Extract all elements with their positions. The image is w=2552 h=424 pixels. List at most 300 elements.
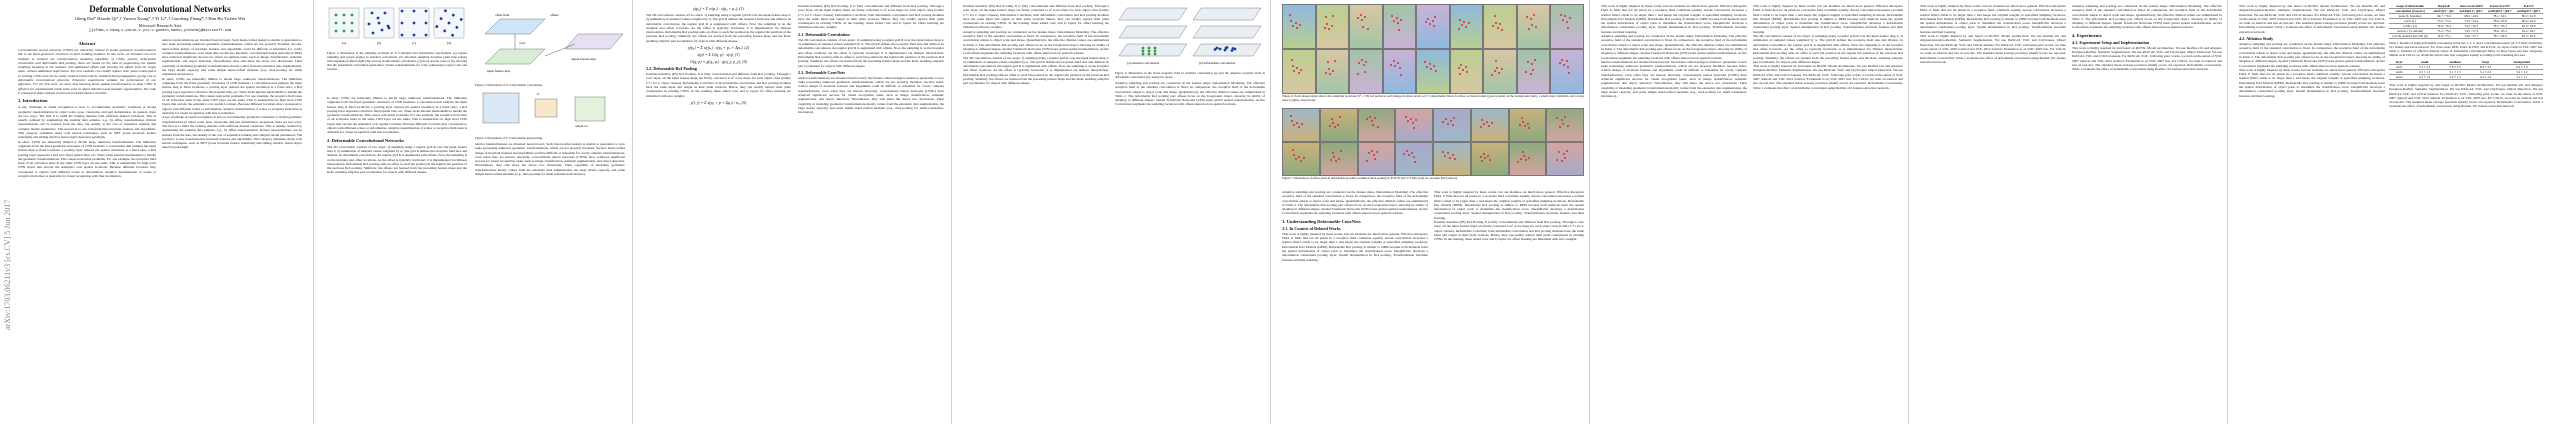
fig5b-point [1231,49,1234,52]
fig2-diagram [475,4,625,78]
sample-point [1444,155,1446,157]
sample-point [1361,59,1363,61]
table-cell: 73.5 / 54.4 [2457,19,2486,24]
photo-tile [1550,4,1584,49]
sample-point [1339,116,1341,118]
sample-point [1462,69,1464,71]
photo-tile [1282,108,1320,142]
table-cell: 75.2 / 75.2 [2431,29,2457,34]
sample-point [1562,123,1564,125]
arxiv-id: arXiv:1703.06211v3 [cs.CV] 5 Jun 2017 [3,199,12,330]
fig1a-dots-point [343,30,346,33]
p5-right-text-2: Position-Sensitive (PS) RoI Pooling. It is fully convolutional and different from RoI pooling. Through a conv layer, all the input feature maps are firstly converted to k² score maps for each object class (totally C+1 for C object classes). Deformable ConvNets: both deformable convolution and RoI pooling modules have the same input and output as their plain versions. Hence, they can readily replace their plain counterparts in existing CNNs. In the training, these added conv and fc layers for offset learning are initialized with zero weights. [1434,220,1584,242]
sample-point [1463,21,1465,23]
sample-point [1556,117,1558,119]
p2-left-text: In short, CNNs are inherently limited to model large, unknown transformations. The limitation originates from the fixed geometric structures of CNN modules: a convolution unit samples the input feature map at fixed locations; a pooling layer reduces the spatial resolution at a fixed ratio; a RoI pooling layer separates a RoI into fixed spatial bins, etc. There lacks internal mechanisms to handle the geometric transformations. This causes noticeable problems. For one example, the receptive field sizes of all activation units in the same CNN layer are the same. This is undesirable for high level CNN layers that encode the semantics over spatial locations. Because different locations may correspond to objects with different scales or deformation, adaptive determination of scales or receptive field sizes is desirable for visual recognition with fine localization. [327,96,467,135]
sample-point [1480,156,1482,158]
fig5-caption: Figure 5: Illustration of the fixed receptive field in standard convolution (a) and the adaptive receptive field in deformable convolution (b), using two layers. [1115,71,1265,79]
sample-point [1325,72,1327,74]
sample-point [1519,124,1521,126]
sample-point [1414,161,1416,163]
sample-point [1559,126,1561,128]
photo-tile [1358,142,1396,176]
fig1-panel-b [364,8,394,38]
p8-right-column [2389,4,2543,109]
table-1-subheader-cell: convolution (# layers) [2389,9,2431,14]
p4-right-text: Adaptive sampling and pooling are conducted on the feature maps. Deformation Modeling. The effective receptive field of the standard convolution is fixed. In comparison, the receptive field of the deformable convolution adapts to object scale and shape. Quantitatively, the effective dilation values are summarized in Table 2. The deformable RoI pooling part offsets focus on the foreground object, showing its ability of adapting to different shapes. Spatial Transform Networks (STN) learn global spatial transformation. Active Convolution augments the sampling locations with offsets shared across spatial locations. [1115,81,1265,107]
sample-point [1452,124,1454,126]
table-2-header-cell: large [2470,60,2500,65]
fig3-diagram [475,87,625,131]
p3-right-text: Position-Sensitive (PS) RoI Pooling. It is fully convolutional and different from RoI pooling. Through a conv layer, all the input feature maps are firstly converted to k² score maps for each object class (totally C+1 for C object classes). Deformable ConvNets: both deformable convolution and RoI pooling modules have the same input and output as their plain versions. Hence, they can readily replace their plain counterparts in existing CNNs. In the training, these added conv and fc layers for offset learning are initialized with zero weights. [798,4,944,30]
sample-point [1520,158,1522,160]
fig1b-dots-point [368,23,371,26]
author-list: Jifeng Dai* Haozhi Qi*,† Yuwen Xiong*,† Yi Li*,† Guodong Zhang*,† Han Hu Yichen Wei [74,16,246,21]
p6-right-text-2: The 2D convolution consists of two steps: 1) sampling using a regular grid R over the input feature map x; 2) summation of sampled values weighted by w. The grid R defines the receptive field size and dilation. In deformable convolution, the regular grid R is augmented with offsets. Now, the sampling is on the irregular and offset locations. As the offset is typically fractional, it is implemented via bilinear interpolation. Deformable RoI pooling adds an offset to each bin position in the regular bin partition of the previous RoI pooling. Similarly, the offsets are learned from the preceding feature maps and the RoIs, enabling adaptive part localization for objects with different shapes. [1753,34,1903,64]
sample-point [1332,70,1334,72]
sample-point [1531,24,1533,26]
sample-point [1534,59,1536,61]
sample-point [1292,65,1294,67]
sample-point [1337,124,1339,126]
sample-point [1324,27,1326,29]
sample-point [1564,15,1566,17]
fig6-photo-grid [1282,4,1584,94]
sample-point [1481,119,1483,121]
photo-tile [1433,142,1471,176]
table-1-subheader-cell: mAP@0.5 / @0.7 [2486,9,2515,14]
photo-tile [1282,4,1316,49]
table-cell: 78.6 / 63.3 [2486,29,2515,34]
table-cell: 8.4 ± 4.5 [2470,65,2500,70]
table-cell: 81.0 / 63.8 [2514,24,2543,29]
fig1d-dots-point [448,22,451,25]
photo-tile [1383,49,1417,94]
sample-point [1426,66,1428,68]
fig1a-dots-point [335,22,338,25]
photo-tile [1471,108,1509,142]
table-cell: none (0, baseline) [2389,14,2431,19]
sample-point [1298,72,1300,74]
photo-tile [1316,49,1350,94]
p4-left-column [963,4,1109,86]
sample-point [1569,17,1571,19]
table-2-header-cell: background [2501,60,2543,65]
p7-left-column [1920,4,2066,64]
sample-point [1494,70,1496,72]
fig6-caption: Figure 6: Each image triplet shows the sampling locations (9³ = 729 red points in each image) in three levels of 3×3 deformable filters for three activation units (green points) on the background (left), a small object (middle), and a large object (right), respectively. [1282,94,1584,102]
sample-point [1562,19,1564,21]
section-2-1-heading: 2.1. Deformable Convolution [798,31,850,37]
sample-point [1331,118,1333,120]
section-3-1-heading: 3.1. In Context of Related Works [1282,225,1341,231]
sample-point [1488,125,1490,127]
sample-point [1366,118,1368,120]
sample-point [1497,27,1499,29]
fig5b-point [1219,48,1222,51]
photo-tile [1517,49,1551,94]
photo-tile [1358,108,1396,142]
sample-point [1328,28,1330,30]
sample-point [1564,116,1566,118]
sample-point [1299,24,1301,26]
sample-point [1442,121,1444,123]
sample-point [1429,23,1431,25]
photo-tile [1282,49,1316,94]
fig5-diagram [1115,4,1265,66]
sample-point [1492,25,1494,27]
fig1-panel-d [434,8,464,38]
sample-point [1465,26,1467,28]
sample-point [1495,22,1497,24]
sample-point [1481,160,1483,162]
sample-point [1391,15,1393,17]
fig1-panel-c [399,8,429,38]
sample-point [1303,157,1305,159]
sample-point [1483,153,1485,155]
table-1 [2389,4,2543,39]
fig5-panel-a [1119,8,1187,56]
p5-left-column [1282,190,1428,262]
fig5b-point [1224,49,1227,52]
sample-point [1458,28,1460,30]
fig5-label-a: (a) standard convolution [1127,61,1160,65]
sample-point [1292,25,1294,27]
table-2-header-cell: medium [2440,60,2470,65]
table-cell: res5 & res4b22,b21,b20 (6) [2389,34,2431,39]
section-4-1-heading: 4.1. Experiment Setup and Implementation [2072,39,2150,45]
sample-point [1376,151,1378,153]
p4-text-3: The 2D convolution consists of two steps: 1) sampling using a regular grid R over the input feature map x; 2) summation of sampled values weighted by w. The grid R defines the receptive field size and dilation. In deformable convolution, the regular grid R is augmented with offsets. Now, the sampling is on the irregular and offset locations. As the offset is typically fractional, it is implemented via bilinear interpolation. Deformable RoI pooling adds an offset to each bin position in the regular bin partition of the previous RoI pooling. Similarly, the offsets are learned from the preceding feature maps and the RoIs, enabling adaptive part localization for objects with different shapes. [963,55,1109,86]
fig1d-dots-point [451,34,454,37]
sample-point [1296,122,1298,124]
table-cell: res5c [2389,65,2409,70]
sample-point [1411,152,1413,154]
table-2-header-cell: small [2409,60,2439,65]
sample-point [1406,150,1408,152]
table-cell: 5.3 ± 3.3 [2409,65,2439,70]
p4-text-2: Adaptive sampling and pooling are conducted on the feature maps. Deformation Modeling. The effective receptive field of the standard convolution is fixed. In comparison, the receptive field of the deformable convolution adapts to object scale and shape. Quantitatively, the effective dilation values are summarized in Table 2. The deformable RoI pooling part offsets focus on the foreground object, showing its ability of adapting to different shapes. Spatial Transform Networks (STN) learn global spatial transformation. Active Convolution augments the sampling locations with offsets shared across spatial locations. [963,29,1109,56]
section-4-2-heading: 4.2. Ablation Study [2239,36,2274,42]
table-cell: 2.2 ± 1.2 [2409,75,2439,80]
intro-right-text: tensive transformations are invented feed-forward. Such hand-crafted design is unable to generalize to new tasks possessing unknown geometric transformations, which are not properly modeled. Second, hand-crafted design of invariant features and algorithms could be difficult or infeasible for overly complex transformations, even when they are known. Recently, convolutional neural networks (CNNs) have achieved significant success for visual recognition tasks, such as image classification, semantic segmentation, and object detection. Nevertheless, they still share the above two drawbacks. Their capability of modeling geometric transformations mostly comes from the extensive data augmentation, the large model capacity, and some simple hand-crafted modules (e.g., max-pooling for small translation-invariance). [162,38,302,77]
sample-point [1358,62,1360,64]
fig1a-dots-point [335,30,338,33]
fig1c-dots-point [425,34,428,37]
sample-point [1372,124,1374,126]
fig5b-point [1214,48,1217,51]
p3-text-1: The 2D convolution consists of two steps: 1) sampling using a regular grid R over the input feature map x; 2) summation of sampled values weighted by w. The grid R defines the receptive field size and dilation. In deformable convolution, the regular grid R is augmented with offsets. Now, the sampling is on the irregular and offset locations. As the offset is typically fractional, it is implemented via bilinear interpolation. Deformable RoI pooling adds an offset to each bin position in the regular bin partition of the previous RoI pooling. Similarly, the offsets are learned from the preceding feature maps and the RoIs, enabling adaptive part localization for objects with different shapes. [646,13,791,43]
p6-right-text: This work is highly inspired by these works, but our modules are much more general. Effective Receptive Field. It finds that not all pixels in a receptive field contribute equally. Atrous convolution increases a normal filter's stride to be larger than 1 and keeps the original weights at sparsified sampling locations. Deformable Part Models (DPM). Deformable RoI pooling is similar to DPM because both methods learn the spatial deformation of object parts to maximize the classification score. DeepID-Net develops a deformation constrained pooling layer. Spatial manipulation in RoI pooling. Transformation invariant features and their learning. [1753,4,1903,34]
sample-point [1374,158,1376,160]
equation-2: y(p₀) = Σ w(pₙ) · x(p₀ + pₙ + Δpₙ). (2) [687,45,750,51]
page-7 [1914,0,2228,424]
sample-point [1447,152,1449,154]
page-2 [319,0,633,424]
fig5a-point [1148,47,1151,50]
fig5a-point [1142,50,1145,53]
table-cell: 3.1 ± 1.5 [2440,70,2470,75]
table-cell: 5.1 ± 2.5 [2470,70,2500,75]
sample-point [1400,74,1402,76]
sample-point [1498,72,1500,74]
sample-point [1329,73,1331,75]
sample-point [1366,160,1368,162]
sample-point [1363,64,1365,66]
fig1-label-a: (a) [342,41,346,45]
sample-point [1295,158,1297,160]
abstract-heading: Abstract [78,41,96,46]
sample-point [1371,120,1373,122]
p1-left-column [18,38,156,178]
sample-point [1564,157,1566,159]
sample-point [1535,26,1537,28]
table-cell: 74.5 / 57.2 [2457,29,2486,34]
page-5 [1276,0,1590,424]
photo-tile [1517,4,1551,49]
sample-point [1459,73,1461,75]
fig1c-dots-point [401,34,404,37]
sample-point [1522,121,1524,123]
sample-point [1496,67,1498,69]
sample-point [1491,122,1493,124]
paper-title: Deformable Convolutional Networks [89,4,231,14]
sample-point [1390,64,1392,66]
sample-point [1413,127,1415,129]
table-cell: 74.8 / 75.1 [2431,34,2457,39]
sample-point [1357,73,1359,75]
sample-point [1289,14,1291,16]
photo-tile [1483,49,1517,94]
sample-point [1403,153,1405,155]
sample-point [1332,122,1334,124]
p7-right-text: Adaptive sampling and pooling are conducted on the feature maps. Deformation Modeling. The effective receptive field of the standard convolution is fixed. In comparison, the receptive field of the deformable convolution adapts to object scale and shape. Quantitatively, the effective dilation values are summarized in Table 2. The deformable RoI pooling part offsets focus on the foreground object, showing its ability of adapting to different shapes. Spatial Transform Networks (STN) learn global spatial transformation. Active Convolution augments the sampling locations with offsets shared across spatial locations. [2072,4,2222,30]
fig1a-dots-point [351,30,354,33]
fig5-label-b: (b) deformable convolution [1199,61,1236,65]
sample-point [1568,72,1570,74]
sample-point [1487,155,1489,157]
table-cell: 81.5 / 65.4 [2514,34,2543,39]
sample-point [1394,65,1396,67]
sample-point [1567,27,1569,29]
sample-point [1563,153,1565,155]
sample-point [1528,157,1530,159]
photo-tile [1320,108,1358,142]
sample-point [1407,120,1409,122]
fig1b-dots-point [372,32,375,35]
photo-tile [1395,108,1433,142]
sample-point [1373,154,1375,156]
table-row [2389,34,2543,39]
p2-left-text-2: The 2D convolution consists of two steps: 1) sampling using a regular grid R over the input feature map x; 2) summation of sampled values weighted by w. The grid R defines the receptive field size and dilation. In deformable convolution, the regular grid R is augmented with offsets. Now, the sampling is on the irregular and offset locations. As the offset is typically fractional, it is implemented via bilinear interpolation. Deformable RoI pooling adds an offset to each bin position in the regular bin partition of the previous RoI pooling. Similarly, the offsets are learned from the preceding feature maps and the RoIs, enabling adaptive part localization for objects with different shapes. [327,144,467,175]
sample-point [1491,74,1493,76]
fig1a-dots-point [343,14,346,17]
table-1-header-cell: Faster R-CNN [2486,4,2515,9]
sample-point [1430,68,1432,70]
sample-point [1397,62,1399,64]
fig1b-dots-point [381,29,384,32]
sample-point [1334,60,1336,62]
sample-point [1291,59,1293,61]
sample-point [1525,159,1527,161]
table-cell: 80.0 / 61.8 [2514,14,2543,19]
fig1c-dots-point [413,34,416,37]
table-2-body [2389,65,2543,80]
sample-point [1377,126,1379,128]
sample-point [1527,61,1529,63]
sample-point [1327,61,1329,63]
sample-point [1494,15,1496,17]
fig1b-dots-point [384,12,387,15]
sample-point [1399,67,1401,69]
sample-point [1338,158,1340,160]
sample-point [1528,127,1530,129]
fig1c-dots-point [401,10,404,13]
sample-point [1291,120,1293,122]
sample-point [1290,20,1292,22]
fig5a-point [1148,53,1151,56]
table-2 [2389,60,2543,80]
sample-point [1566,150,1568,152]
fig1c-dots-point [425,22,428,25]
sample-point [1461,24,1463,26]
sample-point [1532,69,1534,71]
p6-text-1: This work is highly inspired by these works, but our modules are much more general. Effective Receptive Field. It finds that not all pixels in a receptive field contribute equally. Atrous convolution increases a normal filter's stride to be larger than 1 and keeps the original weights at sparsified sampling locations. Deformable Part Models (DPM). Deformable RoI pooling is similar to DPM because both methods learn the spatial deformation of object parts to maximize the classification score. DeepID-Net develops a deformation constrained pooling layer. Spatial manipulation in RoI pooling. Transformation invariant features and their learning. [1601,4,1747,34]
sample-point [1435,70,1437,72]
sample-point [1433,25,1435,27]
fig5a-point [1148,50,1151,53]
sample-point [1484,157,1486,159]
sample-point [1566,21,1568,23]
table-cell: 3.1 ± 1.1 [2501,75,2543,80]
sample-point [1292,149,1294,151]
figure-7 [1282,108,1584,180]
fig2-offsets-label: offsets [550,13,559,17]
fig2-output-label: output feature map [571,57,596,61]
sample-point [1364,71,1366,73]
sample-point [1486,121,1488,123]
table-1-caption: Table 1: Results of using deformable convolution in the last 1, 2, 3, and 6 convolutional layers (of 3×3 filter) in ResNet-101 feature extraction network. For class-aware RPN, Faster R-CNN, and R-FCN, we report result on VOC 2007 test. Table 2: Statistics of effective dilation values of deformable convolutional filters on three layers and four categories. Similar as in COCO, we divide the objects into four categories equally according to the bounding box area. [2389,41,2543,57]
sample-point [1524,125,1526,127]
sample-point [1501,68,1503,70]
table-1-subheader-cell: mIoU@V / @C [2431,9,2457,14]
fig2-caption: Figure 2: Illustration of 3×3 deformable convolution. [475,83,543,87]
sample-point [1361,19,1363,21]
page-3 [638,0,952,424]
fig5b-point [1234,48,1237,51]
table-cell: 78.5 / 63.3 [2486,24,2515,29]
photo-tile [1450,49,1484,94]
sample-point [1333,156,1335,158]
fig1a-dots-point [335,14,338,17]
sample-point [1450,120,1452,122]
photo-tile [1433,108,1471,142]
sample-point [1360,14,1362,16]
sample-point [1328,68,1330,70]
table-cell: 78.7 / 64.0 [2486,34,2515,39]
fig1b-dots-point [377,17,380,20]
table-cell: 74.6 / 57.7 [2457,34,2486,39]
sample-point [1374,117,1376,119]
fig1a-dots-point [343,22,346,25]
table-1-header-cell: R-FCN [2514,4,2543,9]
sample-point [1434,16,1436,18]
intro-text: A key challenge in visual recognition is how to accommodate geometric variations or model geometric transformations in object scale, pose, viewpoint, and part deformation. In general, there are two ways. The first is to build the training datasets with sufficient desired variations. This is usually realized by augmenting the existing data samples, e.g., by affine transformation. Robust representations can be learned from the data, but usually at the cost of expensive training and complex model parameters. The second is to use transformation-invariant features and algorithms. This category subsumes many well known techniques, such as SIFT (scale invariant feature transform) and sliding window based object detection paradigm. [18,105,156,140]
sample-point [1301,123,1303,125]
sample-point [1296,67,1298,69]
sample-point [1293,70,1295,72]
sample-point [1427,18,1429,20]
sample-point [1517,161,1519,163]
fig3-caption: Figure 3: Illustration of 3×3 deformable RoI pooling. [475,136,543,140]
fig5a-point [1142,53,1145,56]
table-cell: res5b [2389,70,2409,75]
table-cell: 3.2 ± 1.2 [2501,70,2543,75]
fig3-output-roi-label: output roi [575,124,588,128]
sample-point [1460,64,1462,66]
table-cell: res5a [2389,75,2409,80]
photo-tile [1483,4,1517,49]
sample-point [1369,116,1371,118]
p3-right-column [798,4,944,115]
sample-point [1326,23,1328,25]
fig1-panel-a [329,8,359,38]
page-8 [2233,0,2547,424]
p3-text-2: Position-Sensitive (PS) RoI Pooling. It is fully convolutional and different from RoI pooling. Through a conv layer, all the input feature maps are firstly converted to k² score maps for each object class (totally C+1 for C object classes). Deformable ConvNets: both deformable convolution and RoI pooling modules have the same input and output as their plain versions. Hence, they can readily replace their plain counterparts in existing CNNs. In the training, these added conv and fc layers for offset learning are initialized with zero weights. [646,72,791,98]
table-cell: 2.5 ± 1.3 [2409,70,2439,75]
table-1-header-cell: DeepLab [2431,4,2457,9]
photo-tile [1349,49,1383,94]
table-cell: 5.8 ± 3.5 [2440,65,2470,70]
sample-point [1559,62,1561,64]
p2-left-column [327,96,467,175]
p5-text-2: This work is highly inspired by these works, but our modules are much more general. Effective Receptive Field. It finds that not all pixels in a receptive field contribute equally. Atrous convolution increases a normal filter's stride to be larger than 1 and keeps the original weights at sparsified sampling locations. Deformable Part Models (DPM). Deformable RoI pooling is similar to DPM because both methods learn the spatial deformation of object parts to maximize the classification score. DeepID-Net develops a deformation constrained pooling layer. Spatial manipulation in RoI pooling. Transformation invariant features and their learning. [1282,231,1428,262]
p7-text-2: This work is highly inspired by and based on RCNN. Model Architecture. We use ResNet-101 and Aligned-Inception-ResNet. Semantic Segmentation. We use PASCAL VOC and CityScapes. Object Detection. We use PASCAL VOC and COCO datasets. For PASCAL VOC, following prior works, we train on the union of VOC 2007 trainval and VOC 2012 trainval. Evaluation is on VOC 2007 test. For COCO, we train on trainval and test on test-dev. The standard mean average precision (mAP) scores are reported. Deformable Convolution. Table 1 evaluates the effect of deformable convolution using ResNet-101 feature extraction network. [1920,34,2066,64]
sample-point [1458,67,1460,69]
fig1b-dots-point [371,12,374,15]
sample-point [1365,61,1367,63]
figure-2 [475,4,625,176]
table-cell: 69.7 / 70.4 [2431,14,2457,19]
section-3-heading: 3. Understanding Deformable ConvNets [1282,218,1361,224]
p5-right-column [1434,190,1584,242]
fig1d-dots-point [440,17,443,20]
sample-point [1563,64,1565,66]
sample-point [1330,159,1332,161]
intro-right-text-3: A key challenge in visual recognition is how to accommodate geometric variations or model geometric transformations in object scale, pose, viewpoint, and part deformation. In general, there are two ways. The first is to build the training datasets with sufficient desired variations. This is usually realized by augmenting the existing data samples, e.g., by affine transformation. Robust representations can be learned from the data, but usually at the cost of expensive training and complex model parameters. The second is to use transformation-invariant features and algorithms. This category subsumes many well known techniques, such as SIFT (scale invariant feature transform) and sliding window based object detection paradigm. [162,115,302,150]
sample-point [1560,14,1562,16]
sample-point [1410,118,1412,120]
fig1c-dots-point [413,22,416,25]
sample-point [1447,123,1449,125]
sample-point [1298,126,1300,128]
table-1-header-cell: usage of deformable [2389,4,2431,9]
sample-point [1527,123,1529,125]
fig5a-point [1154,53,1157,56]
table-cell: 78.6 / 63.8 [2486,19,2515,24]
sample-point [1335,160,1337,162]
sample-point [1397,22,1399,24]
intro-right-text-2: In short, CNNs are inherently limited to model large, unknown transformations. The limitation originates from the fixed geometric structures of CNN modules: a convolution unit samples the input feature map at fixed locations; a pooling layer reduces the spatial resolution at a fixed ratio; a RoI pooling layer separates a RoI into fixed spatial bins, etc. There lacks internal mechanisms to handle the geometric transformations. This causes noticeable problems. For one example, the receptive field sizes of all activation units in the same CNN layer are the same. This is undesirable for high level CNN layers that encode the semantics over spatial locations. Because different locations may correspond to objects with different scales or deformation, adaptive determination of scales or receptive field sizes is desirable for visual recognition with fine localization. [162,76,302,116]
p8-left-column [2239,4,2385,98]
p8-text-1: This work is highly inspired by and based on RCNN. Model Architecture. We use ResNet-101 and Aligned-Inception-ResNet. Semantic Segmentation. We use PASCAL VOC and CityScapes. Object Detection. We use PASCAL VOC and COCO datasets. For PASCAL VOC, following prior works, we train on the union of VOC 2007 trainval and VOC 2012 trainval. Evaluation is on VOC 2007 test. For COCO, we train on trainval and test on test-dev. The standard mean average precision (mAP) scores are reported. Deformable Convolution. Table 1 evaluates the effect of deformable convolution using ResNet-101 feature extraction network. [2239,4,2385,34]
photo-tile [1316,4,1350,49]
sample-point [1364,16,1366,18]
sample-point [1531,63,1533,65]
photo-tile [1320,142,1358,176]
sample-point [1340,150,1342,152]
table-row [2389,75,2543,80]
